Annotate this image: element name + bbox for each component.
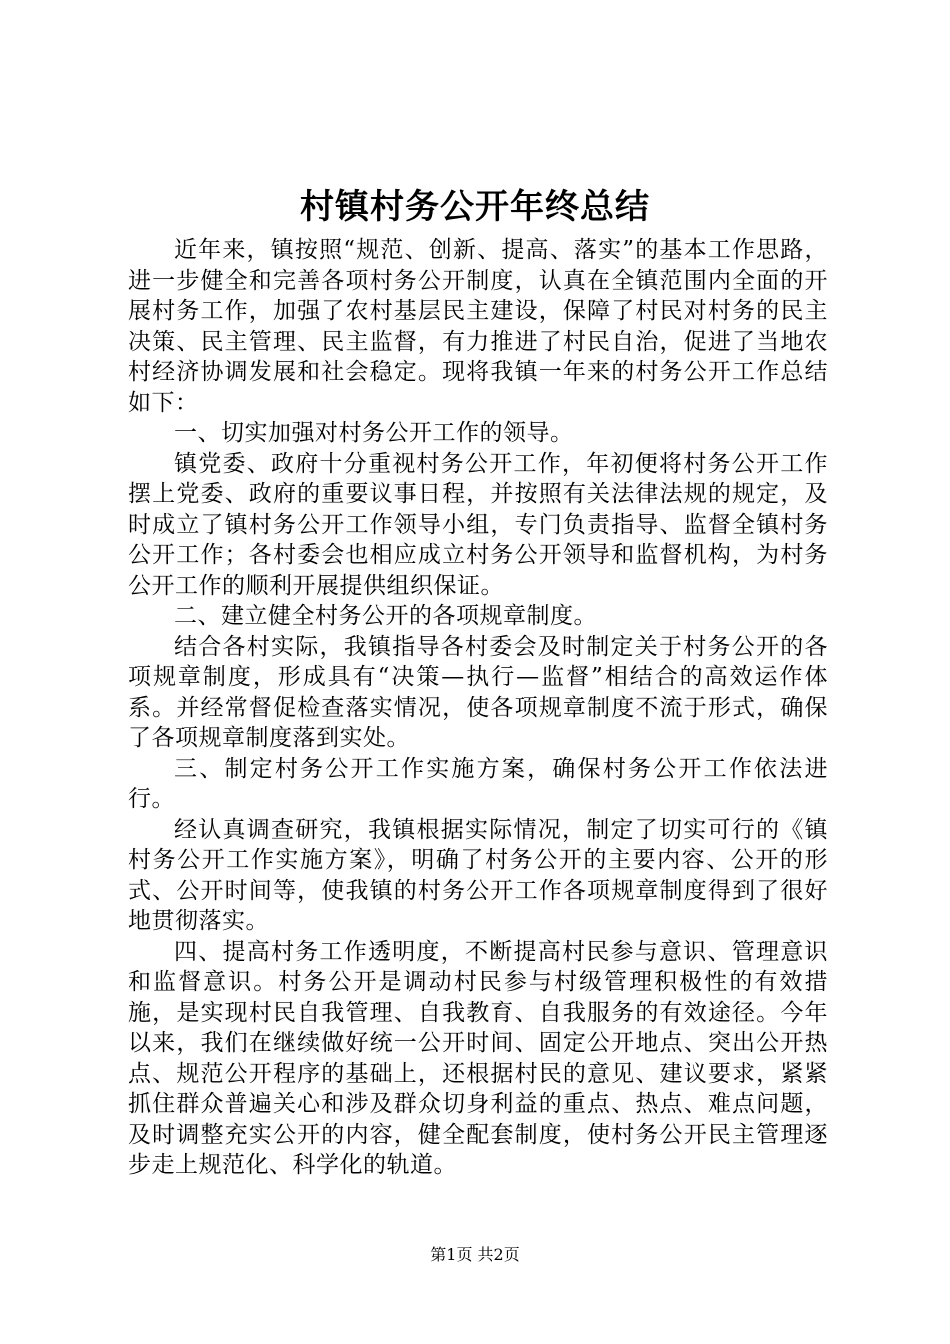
section-heading-1: 一、切实加强对村务公开工作的领导。 (174, 420, 574, 446)
section-paragraph-1: 镇党委、政府十分重视村务公开工作，年初便将村务公开工作摆上党委、政府的重要议事日程，并按照有关法律法规的规定，及时成立了镇村务公开工作领导小组，专门负责指导、监督全镇村务公开工作；各村委会也相应成立村务公开领导和监督机构，为村务公开工作的顺利开展提供组织保证。 (128, 450, 828, 599)
intro-paragraph: 近年来，镇按照“规范、创新、提高、落实”的基本工作思路，进一步健全和完善各项村务公开制度，认真在全镇范围内全面的开展村务工作，加强了农村基层民主建设，保障了村民对村务的民主决策、民主管理、民主监督，有力推进了村民自治，促进了当地农村经济协调发展和社会稳定。现将我镇一年来的村务公开工作总结如下： (128, 237, 828, 416)
section-paragraph-4: 四、提高村务工作透明度，不断提高村民参与意识、管理意识和监督意识。村务公开是调动村民参与村级管理积极性的有效措施，是实现村民自我管理、自我教育、自我服务的有效途径。今年以来，我们在继续做好统一公开时间、固定公开地点、突出公开热点、规范公开程序的基础上，还根据村民的意见、建议要求，紧紧抓住群众普遍关心和涉及群众切身利益的重点、热点、难点问题，及时调整充实公开的内容，健全配套制度，使村务公开民主管理逐步走上规范化、科学化的轨道。 (128, 938, 828, 1178)
document-title: 村镇村务公开年终总结 (300, 187, 650, 227)
section-paragraph-2: 结合各村实际，我镇指导各村委会及时制定关于村务公开的各项规章制度，形成具有“决策—执行—监督”相结合的高效运作体系。并经常督促检查落实情况，使各项规章制度不流于形式，确保了各项规章制度落到实处。 (128, 633, 828, 751)
section-heading-3: 三、制定村务公开工作实施方案，确保村务公开工作依法进行。 (128, 755, 828, 812)
document-body (128, 235, 828, 1181)
page-footer: 第1页 共2页 (430, 1245, 520, 1264)
section-paragraph-3: 经认真调查研究，我镇根据实际情况，制定了切实可行的《镇村务公开工作实施方案》，明确了村务公开的主要内容、公开的形式、公开时间等，使我镇的村务公开工作各项规章制度得到了很好地贯彻落实。 (128, 816, 828, 934)
section-heading-2: 二、建立健全村务公开的各项规章制度。 (174, 603, 597, 629)
